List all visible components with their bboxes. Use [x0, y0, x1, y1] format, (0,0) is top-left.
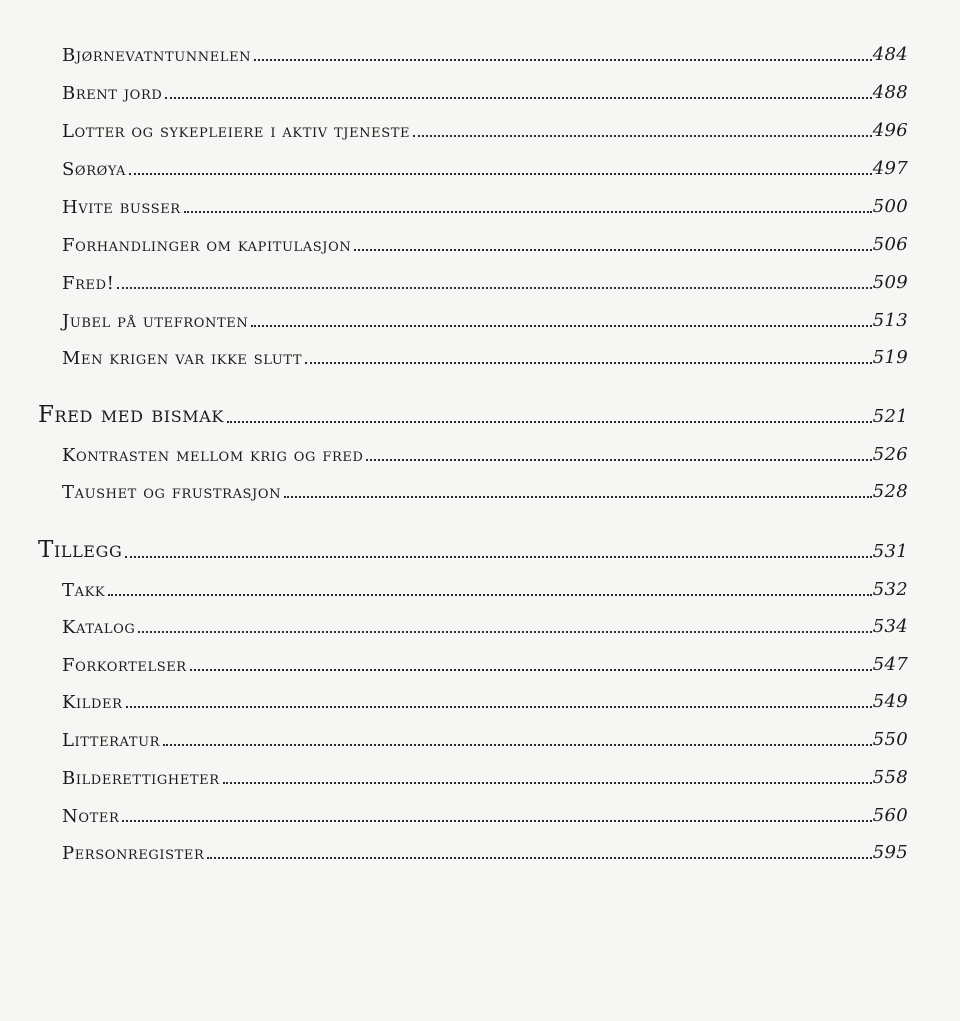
toc-entry-title: Katalog [62, 617, 136, 638]
toc-page-number: 532 [872, 579, 908, 600]
toc-entry-title: Bjørnevatntunnelen [62, 45, 252, 66]
toc-page-number: 488 [872, 82, 908, 103]
dot-leader [413, 135, 872, 137]
toc-entry [62, 759, 908, 789]
dot-leader [227, 421, 872, 423]
dot-leader [251, 325, 871, 327]
toc-page-number: 531 [872, 541, 908, 562]
toc-page-number: 496 [872, 120, 908, 141]
toc-entry-title: Tillegg [38, 537, 123, 563]
toc-page-number: 513 [872, 310, 908, 331]
dot-leader [117, 287, 871, 289]
dot-leader [305, 362, 872, 364]
toc-entry [62, 797, 908, 827]
dot-leader [165, 97, 871, 99]
toc-entry [62, 721, 908, 751]
toc-entry [62, 683, 908, 713]
toc-entry-title: Sørøya [62, 159, 126, 180]
toc-section-heading [38, 533, 908, 563]
toc-section-heading [38, 398, 908, 428]
dot-leader [223, 782, 872, 784]
toc-entry [62, 302, 908, 332]
toc-page-number: 484 [872, 44, 908, 65]
toc-entry-title: Brent jord [62, 83, 163, 104]
toc-entry-title: Jubel på utefronten [62, 311, 249, 332]
toc-entry-title: Personregister [62, 843, 205, 864]
toc-page-number: 595 [872, 842, 908, 863]
toc-entry [62, 150, 908, 180]
toc-entry [62, 226, 908, 256]
toc-entry-title: Hvite busser [62, 197, 181, 218]
toc-entry-title: Fred med bismak [38, 402, 224, 428]
toc-page-number: 500 [872, 196, 908, 217]
dot-leader [163, 744, 872, 746]
toc-entry-title: Takk [62, 580, 106, 601]
toc-page-number: 534 [872, 616, 908, 637]
toc-entry [62, 188, 908, 218]
dot-leader [254, 59, 872, 61]
toc-page-number: 521 [872, 406, 908, 427]
toc-entry-title: Forhandlinger om kapitulasjon [62, 235, 352, 256]
toc-entry-title: Kontrasten mellom krig og fred [62, 445, 364, 466]
dot-leader [125, 556, 871, 558]
toc-entry-title: Litteratur [62, 730, 161, 751]
toc-page-number: 519 [872, 347, 908, 368]
toc-entry-title: Kilder [62, 692, 123, 713]
toc-entry-title: Men krigen var ikke slutt [62, 348, 303, 369]
toc-page-number: 497 [872, 158, 908, 179]
toc-page-number: 550 [872, 729, 908, 750]
dot-leader [284, 496, 872, 498]
dot-leader [108, 594, 872, 596]
toc-page-number: 558 [872, 767, 908, 788]
dot-leader [207, 857, 871, 859]
toc-entry [62, 36, 908, 66]
dot-leader [190, 669, 872, 671]
dot-leader [354, 249, 871, 251]
toc-entry [62, 834, 908, 864]
dot-leader [138, 631, 871, 633]
toc-page-number: 547 [872, 654, 908, 675]
toc-page-number: 549 [872, 691, 908, 712]
dot-leader [184, 211, 872, 213]
dot-leader [126, 706, 872, 708]
toc-entry-title: Noter [62, 806, 120, 827]
toc-page-number: 506 [872, 234, 908, 255]
toc-page-number: 560 [872, 805, 908, 826]
toc-entry [62, 608, 908, 638]
toc-entry [62, 264, 908, 294]
toc-entry [62, 74, 908, 104]
toc-entry-title: Forkortelser [62, 655, 187, 676]
toc-entry-title: Bilderettigheter [62, 768, 220, 789]
toc-entry [62, 473, 908, 503]
dot-leader [122, 820, 871, 822]
dot-leader [129, 173, 872, 175]
toc-entry [62, 436, 908, 466]
toc-entry [62, 646, 908, 676]
toc-entry [62, 339, 908, 369]
toc-page-number: 526 [872, 444, 908, 465]
toc-entry-title: Taushet og frustrasjon [62, 482, 282, 503]
toc-entry-title: Lotter og sykepleiere i aktiv tjeneste [62, 121, 411, 142]
toc-page-number: 528 [872, 481, 908, 502]
toc-entry [62, 112, 908, 142]
toc-entry-title: Fred! [62, 273, 115, 294]
toc-entry [62, 571, 908, 601]
toc-page-number: 509 [872, 272, 908, 293]
dot-leader [366, 459, 871, 461]
